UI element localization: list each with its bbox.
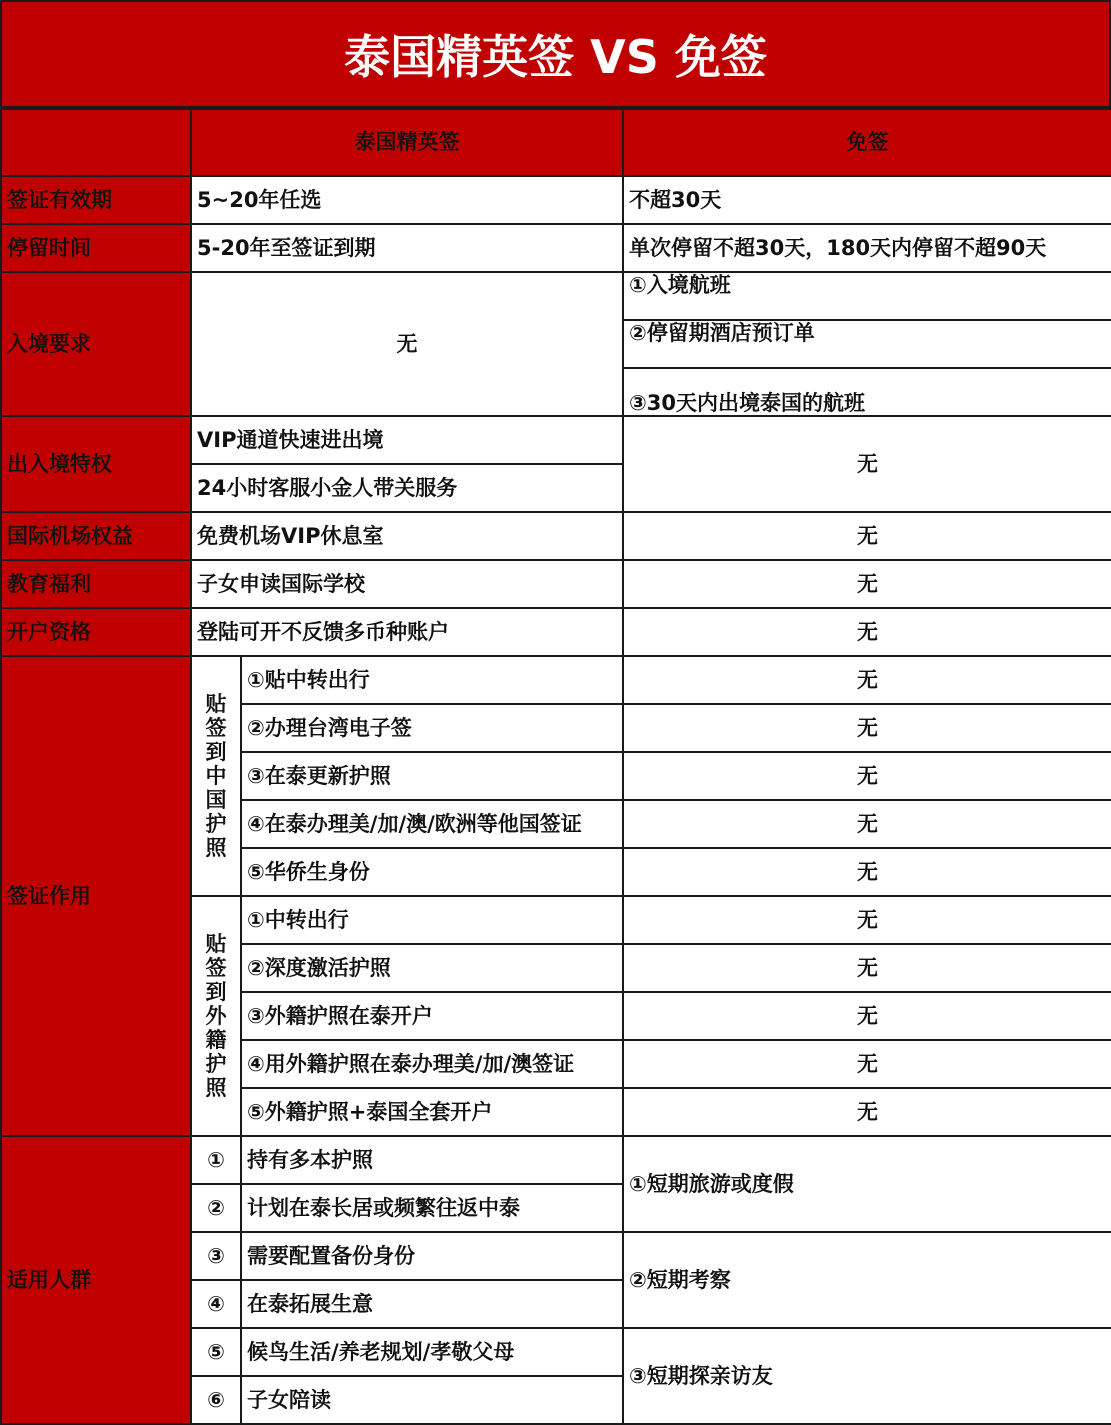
audience-num: ⑤ [191,1328,241,1376]
audience-num: ④ [191,1280,241,1328]
header-free: 免签 [623,109,1111,176]
free-education: 无 [623,560,1111,608]
row-stay [1,224,1111,272]
free-airport: 无 [623,512,1111,560]
row-usage-cn-1 [1,656,1111,704]
usage-foreign-free: 无 [623,896,1111,944]
free-entry-1: ①入境航班 [623,272,1111,320]
audience-num: ② [191,1184,241,1232]
usage-foreign-item: ③外籍护照在泰开户 [241,992,623,1040]
row-validity [1,176,1111,224]
header-row [1,109,1111,176]
label-airport: 国际机场权益 [1,512,191,560]
elite-privilege-1: VIP通道快速进出境 [191,416,623,464]
usage-group-cn-label [191,656,241,896]
row-account [1,608,1111,656]
audience-item: 候鸟生活/养老规划/孝敬父母 [241,1328,623,1376]
vert-char: 照 [205,1076,227,1101]
header-blank-cell [1,109,191,176]
label-audience: 适用人群 [1,1136,191,1424]
vert-char: 贴 [205,931,227,956]
vert-char: 签 [205,955,227,980]
elite-stay: 5-20年至签证到期 [191,224,623,272]
usage-foreign-item: ⑤外籍护照+泰国全套开户 [241,1088,623,1136]
usage-cn-item: ④在泰办理美/加/澳/欧洲等他国签证 [241,800,623,848]
free-entry-3: ③30天内出境泰国的航班 [623,368,1111,416]
row-audience-1 [1,1136,1111,1184]
usage-foreign-free: 无 [623,1040,1111,1088]
usage-foreign-item: ②深度激活护照 [241,944,623,992]
usage-cn-item: ①贴中转出行 [241,656,623,704]
usage-cn-item: ⑤华侨生身份 [241,848,623,896]
vert-char: 籍 [205,1028,227,1053]
header-elite: 泰国精英签 [191,109,623,176]
usage-cn-free: 无 [623,800,1111,848]
vert-char: 到 [205,739,227,764]
vert-char: 护 [205,812,227,837]
elite-entry: 无 [191,272,623,416]
elite-validity: 5~20年任选 [191,176,623,224]
audience-item: 持有多本护照 [241,1136,623,1184]
usage-foreign-free: 无 [623,1088,1111,1136]
audience-num: ① [191,1136,241,1184]
usage-cn-item: ③在泰更新护照 [241,752,623,800]
audience-free-3: ③短期探亲访友 [623,1328,1111,1424]
usage-cn-free: 无 [623,704,1111,752]
label-privilege: 出入境特权 [1,416,191,512]
free-stay: 单次停留不超30天，180天内停留不超90天 [623,224,1111,272]
vert-char: 国 [205,788,227,813]
vert-char: 到 [205,979,227,1004]
usage-cn-free: 无 [623,848,1111,896]
audience-item: 在泰拓展生意 [241,1280,623,1328]
audience-item: 计划在泰长居或频繁往返中泰 [241,1184,623,1232]
vert-char: 贴 [205,691,227,716]
audience-num: ③ [191,1232,241,1280]
label-validity: 签证有效期 [1,176,191,224]
vert-char: 照 [205,836,227,861]
audience-item: 子女陪读 [241,1376,623,1424]
label-entry: 入境要求 [1,272,191,416]
usage-foreign-item: ④用外籍护照在泰办理美/加/澳签证 [241,1040,623,1088]
usage-cn-item: ②办理台湾电子签 [241,704,623,752]
audience-num: ⑥ [191,1376,241,1424]
elite-airport: 免费机场VIP休息室 [191,512,623,560]
row-education [1,560,1111,608]
row-airport [1,512,1111,560]
vert-char: 护 [205,1052,227,1077]
usage-group-foreign-label [191,896,241,1136]
elite-education: 子女申读国际学校 [191,560,623,608]
row-privilege-1 [1,416,1111,464]
audience-free-2: ②短期考察 [623,1232,1111,1328]
free-account: 无 [623,608,1111,656]
audience-item: 需要配置备份身份 [241,1232,623,1280]
audience-free-1: ①短期旅游或度假 [623,1136,1111,1232]
label-usage: 签证作用 [1,656,191,1136]
vert-char: 中 [205,763,227,788]
label-stay: 停留时间 [1,224,191,272]
elite-account: 登陆可开不反馈多币种账户 [191,608,623,656]
usage-cn-free: 无 [623,656,1111,704]
row-entry-1 [1,272,1111,320]
vert-char: 签 [205,715,227,740]
usage-foreign-free: 无 [623,944,1111,992]
free-validity: 不超30天 [623,176,1111,224]
vert-char: 外 [205,1003,227,1028]
label-education: 教育福利 [1,560,191,608]
usage-foreign-free: 无 [623,992,1111,1040]
comparison-table [0,108,1111,1425]
elite-privilege-2: 24小时客服小金人带关服务 [191,464,623,512]
usage-foreign-item: ①中转出行 [241,896,623,944]
free-entry-2: ②停留期酒店预订单 [623,320,1111,368]
free-privilege: 无 [623,416,1111,512]
usage-cn-free: 无 [623,752,1111,800]
label-account: 开户资格 [1,608,191,656]
page-title: 泰国精英签 VS 免签 [0,0,1111,108]
